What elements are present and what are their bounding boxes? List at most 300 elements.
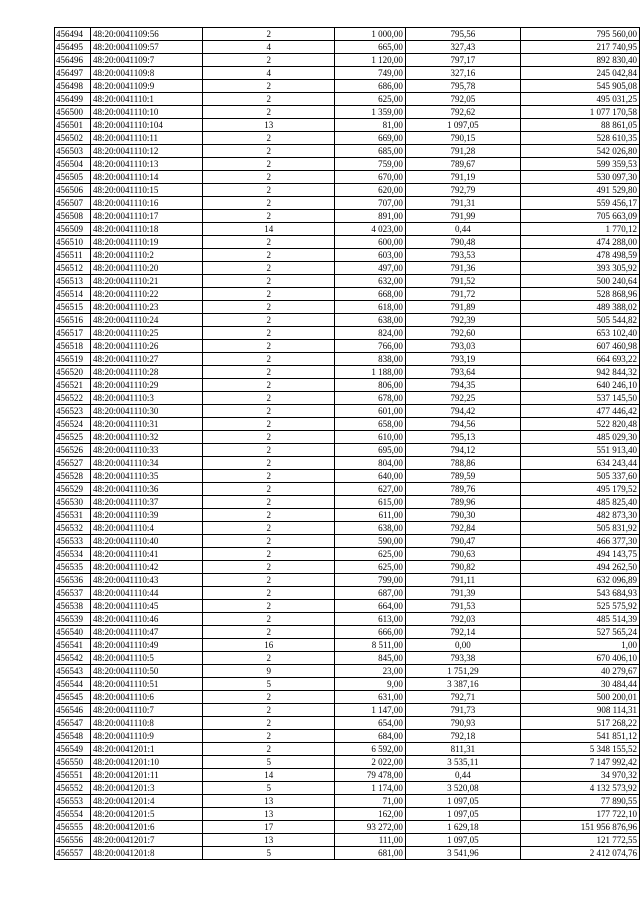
cadastral-number-cell: 48:20:0041110:12 [91,145,203,158]
category-cell: 2 [202,626,334,639]
cadastral-value-cell: 30 484,44 [520,678,639,691]
row-number-cell: 456524 [55,418,91,431]
table-row [55,613,640,626]
row-number-cell: 456504 [55,158,91,171]
area-cell: 666,00 [335,626,405,639]
table-row [55,366,640,379]
table-row [55,444,640,457]
cadastral-value-cell: 525 575,92 [520,600,639,613]
area-cell: 1 120,00 [335,54,405,67]
category-cell: 14 [202,223,334,236]
area-cell: 749,00 [335,67,405,80]
table-row [55,457,640,470]
unit-value-cell: 789,59 [405,470,520,483]
cadastral-value-cell: 500 200,01 [520,691,639,704]
cadastral-number-cell: 48:20:0041110:40 [91,535,203,548]
cadastral-value-cell: 477 446,42 [520,405,639,418]
unit-value-cell: 794,12 [405,444,520,457]
area-cell: 678,00 [335,392,405,405]
area-cell: 665,00 [335,41,405,54]
category-cell: 2 [202,483,334,496]
cadastral-number-cell: 48:20:0041110:19 [91,236,203,249]
area-cell: 625,00 [335,561,405,574]
cadastral-number-cell: 48:20:0041110:50 [91,665,203,678]
row-number-cell: 456540 [55,626,91,639]
row-number-cell: 456536 [55,574,91,587]
cadastral-value-cell: 653 102,40 [520,327,639,340]
table-row [55,496,640,509]
cadastral-value-cell: 121 772,55 [520,834,639,847]
table-row [55,106,640,119]
cadastral-value-cell: 505 831,92 [520,522,639,535]
cadastral-value-cell: 505 544,82 [520,314,639,327]
cadastral-number-cell: 48:20:0041201:1 [91,743,203,756]
area-cell: 625,00 [335,548,405,561]
area-cell: 610,00 [335,431,405,444]
cadastral-number-cell: 48:20:0041201:3 [91,782,203,795]
cadastral-number-cell: 48:20:0041201:8 [91,847,203,860]
category-cell: 2 [202,457,334,470]
table-row [55,717,640,730]
row-number-cell: 456517 [55,327,91,340]
row-number-cell: 456496 [55,54,91,67]
cadastral-number-cell: 48:20:0041110:34 [91,457,203,470]
row-number-cell: 456557 [55,847,91,860]
row-number-cell: 456537 [55,587,91,600]
area-cell: 590,00 [335,535,405,548]
row-number-cell: 456514 [55,288,91,301]
area-cell: 93 272,00 [335,821,405,834]
row-number-cell: 456550 [55,756,91,769]
unit-value-cell: 791,53 [405,600,520,613]
category-cell: 2 [202,561,334,574]
category-cell: 2 [202,171,334,184]
unit-value-cell: 3 541,96 [405,847,520,860]
area-cell: 695,00 [335,444,405,457]
category-cell: 2 [202,132,334,145]
cadastral-value-cell: 1,00 [520,639,639,652]
table-row [55,665,640,678]
cadastral-value-cell: 528 610,35 [520,132,639,145]
row-number-cell: 456543 [55,665,91,678]
category-cell: 2 [202,249,334,262]
unit-value-cell: 792,03 [405,613,520,626]
cadastral-number-cell: 48:20:0041109:56 [91,28,203,41]
row-number-cell: 456494 [55,28,91,41]
unit-value-cell: 792,39 [405,314,520,327]
category-cell: 2 [202,54,334,67]
row-number-cell: 456515 [55,301,91,314]
area-cell: 601,00 [335,405,405,418]
cadastral-number-cell: 48:20:0041110:2 [91,249,203,262]
table-row [55,327,640,340]
area-cell: 669,00 [335,132,405,145]
row-number-cell: 456508 [55,210,91,223]
category-cell: 2 [202,392,334,405]
table-row [55,262,640,275]
cadastral-value-cell: 494 262,50 [520,561,639,574]
cadastral-value-cell: 494 143,75 [520,548,639,561]
row-number-cell: 456525 [55,431,91,444]
unit-value-cell: 791,11 [405,574,520,587]
area-cell: 600,00 [335,236,405,249]
cadastral-number-cell: 48:20:0041110:37 [91,496,203,509]
table-row [55,821,640,834]
area-cell: 668,00 [335,288,405,301]
cadastral-number-cell: 48:20:0041110:22 [91,288,203,301]
area-cell: 824,00 [335,327,405,340]
cadastral-number-cell: 48:20:0041110:9 [91,730,203,743]
category-cell: 2 [202,184,334,197]
cadastral-number-cell: 48:20:0041109:9 [91,80,203,93]
category-cell: 2 [202,431,334,444]
cadastral-value-cell: 634 243,44 [520,457,639,470]
unit-value-cell: 327,16 [405,67,520,80]
area-cell: 603,00 [335,249,405,262]
table-row [55,795,640,808]
unit-value-cell: 3 520,08 [405,782,520,795]
row-number-cell: 456527 [55,457,91,470]
unit-value-cell: 791,89 [405,301,520,314]
category-cell: 2 [202,405,334,418]
unit-value-cell: 792,25 [405,392,520,405]
cadastral-number-cell: 48:20:0041109:8 [91,67,203,80]
unit-value-cell: 794,42 [405,405,520,418]
cadastral-number-cell: 48:20:0041110:6 [91,691,203,704]
row-number-cell: 456546 [55,704,91,717]
area-cell: 638,00 [335,314,405,327]
area-cell: 707,00 [335,197,405,210]
cadastral-number-cell: 48:20:0041110:31 [91,418,203,431]
cadastral-value-cell: 545 905,08 [520,80,639,93]
category-cell: 2 [202,418,334,431]
cadastral-value-cell: 705 663,09 [520,210,639,223]
category-cell: 4 [202,67,334,80]
unit-value-cell: 791,73 [405,704,520,717]
cadastral-number-cell: 48:20:0041201:11 [91,769,203,782]
cadastral-value-cell: 491 529,80 [520,184,639,197]
cadastral-value-cell: 5 348 155,52 [520,743,639,756]
row-number-cell: 456526 [55,444,91,457]
category-cell: 2 [202,730,334,743]
unit-value-cell: 795,13 [405,431,520,444]
cadastral-number-cell: 48:20:0041110:5 [91,652,203,665]
cadastral-number-cell: 48:20:0041110:43 [91,574,203,587]
category-cell: 2 [202,80,334,93]
unit-value-cell: 790,47 [405,535,520,548]
area-cell: 664,00 [335,600,405,613]
category-cell: 13 [202,808,334,821]
table-row [55,210,640,223]
area-cell: 497,00 [335,262,405,275]
row-number-cell: 456523 [55,405,91,418]
area-cell: 640,00 [335,470,405,483]
cadastral-value-cell: 7 147 992,42 [520,756,639,769]
unit-value-cell: 789,76 [405,483,520,496]
cadastral-value-cell: 500 240,64 [520,275,639,288]
area-cell: 79 478,00 [335,769,405,782]
area-cell: 23,00 [335,665,405,678]
cadastral-value-cell: 217 740,95 [520,41,639,54]
cadastral-number-cell: 48:20:0041201:4 [91,795,203,808]
category-cell: 5 [202,782,334,795]
row-number-cell: 456555 [55,821,91,834]
cadastral-value-cell: 177 722,10 [520,808,639,821]
area-cell: 631,00 [335,691,405,704]
cadastral-value-cell: 543 684,93 [520,587,639,600]
category-cell: 5 [202,847,334,860]
row-number-cell: 456509 [55,223,91,236]
category-cell: 2 [202,262,334,275]
area-cell: 71,00 [335,795,405,808]
cadastral-number-cell: 48:20:0041110:49 [91,639,203,652]
category-cell: 2 [202,717,334,730]
category-cell: 2 [202,548,334,561]
table-row [55,431,640,444]
area-cell: 1 147,00 [335,704,405,717]
area-cell: 618,00 [335,301,405,314]
unit-value-cell: 791,36 [405,262,520,275]
table-row [55,28,640,41]
table-row [55,340,640,353]
table-row [55,782,640,795]
row-number-cell: 456531 [55,509,91,522]
cadastral-number-cell: 48:20:0041110:28 [91,366,203,379]
cadastral-value-cell: 2 412 074,76 [520,847,639,860]
unit-value-cell: 794,35 [405,379,520,392]
cadastral-number-cell: 48:20:0041110:4 [91,522,203,535]
row-number-cell: 456520 [55,366,91,379]
table-row [55,509,640,522]
table-row [55,54,640,67]
cadastral-value-cell: 541 851,12 [520,730,639,743]
cadastral-number-cell: 48:20:0041110:30 [91,405,203,418]
cadastral-value-cell: 528 868,96 [520,288,639,301]
cadastral-value-cell: 393 305,92 [520,262,639,275]
category-cell: 9 [202,665,334,678]
area-cell: 687,00 [335,587,405,600]
area-cell: 1 000,00 [335,28,405,41]
category-cell: 2 [202,236,334,249]
cadastral-value-cell: 77 890,55 [520,795,639,808]
row-number-cell: 456495 [55,41,91,54]
category-cell: 2 [202,704,334,717]
area-cell: 686,00 [335,80,405,93]
unit-value-cell: 792,62 [405,106,520,119]
cadastral-value-cell: 664 693,22 [520,353,639,366]
cadastral-number-cell: 48:20:0041110:15 [91,184,203,197]
cadastral-value-cell: 530 097,30 [520,171,639,184]
area-cell: 613,00 [335,613,405,626]
category-cell: 2 [202,327,334,340]
unit-value-cell: 788,86 [405,457,520,470]
row-number-cell: 456535 [55,561,91,574]
row-number-cell: 456502 [55,132,91,145]
row-number-cell: 456556 [55,834,91,847]
table-row [55,41,640,54]
table-row [55,522,640,535]
category-cell: 2 [202,509,334,522]
row-number-cell: 456511 [55,249,91,262]
row-number-cell: 456551 [55,769,91,782]
row-number-cell: 456501 [55,119,91,132]
unit-value-cell: 1 097,05 [405,119,520,132]
table-row [55,561,640,574]
cadastral-value-cell: 466 377,30 [520,535,639,548]
unit-value-cell: 791,52 [405,275,520,288]
table-row [55,691,640,704]
table-row [55,158,640,171]
unit-value-cell: 794,56 [405,418,520,431]
unit-value-cell: 1 629,18 [405,821,520,834]
cadastral-number-cell: 48:20:0041110:47 [91,626,203,639]
category-cell: 2 [202,197,334,210]
cadastral-value-cell: 1 770,12 [520,223,639,236]
cadastral-value-cell: 4 132 573,92 [520,782,639,795]
cadastral-number-cell: 48:20:0041110:35 [91,470,203,483]
unit-value-cell: 791,72 [405,288,520,301]
cadastral-number-cell: 48:20:0041110:45 [91,600,203,613]
area-cell: 670,00 [335,171,405,184]
row-number-cell: 456505 [55,171,91,184]
table-row [55,145,640,158]
unit-value-cell: 790,93 [405,717,520,730]
area-cell: 2 022,00 [335,756,405,769]
table-row [55,223,640,236]
category-cell: 5 [202,678,334,691]
cadastral-number-cell: 48:20:0041110:3 [91,392,203,405]
unit-value-cell: 793,64 [405,366,520,379]
unit-value-cell: 1 097,05 [405,808,520,821]
table-row [55,756,640,769]
unit-value-cell: 792,18 [405,730,520,743]
area-cell: 654,00 [335,717,405,730]
table-row [55,730,640,743]
unit-value-cell: 791,31 [405,197,520,210]
cadastral-value-cell: 599 359,53 [520,158,639,171]
cadastral-value-cell: 478 498,59 [520,249,639,262]
area-cell: 632,00 [335,275,405,288]
cadastral-value-cell: 88 861,05 [520,119,639,132]
cadastral-value-cell: 489 388,02 [520,301,639,314]
unit-value-cell: 790,30 [405,509,520,522]
table-row [55,769,640,782]
unit-value-cell: 327,43 [405,41,520,54]
cadastral-value-cell: 942 844,32 [520,366,639,379]
area-cell: 684,00 [335,730,405,743]
row-number-cell: 456554 [55,808,91,821]
category-cell: 2 [202,353,334,366]
cadastral-value-cell: 482 873,30 [520,509,639,522]
table-row [55,236,640,249]
table-row [55,600,640,613]
area-cell: 891,00 [335,210,405,223]
row-number-cell: 456499 [55,93,91,106]
category-cell: 2 [202,301,334,314]
table-row [55,418,640,431]
category-cell: 13 [202,119,334,132]
area-cell: 9,00 [335,678,405,691]
unit-value-cell: 793,19 [405,353,520,366]
cadastral-value-cell: 245 042,84 [520,67,639,80]
cadastral-number-cell: 48:20:0041110:20 [91,262,203,275]
area-cell: 625,00 [335,93,405,106]
category-cell: 2 [202,340,334,353]
cadastral-value-cell: 640 246,10 [520,379,639,392]
cadastral-value-cell: 632 096,89 [520,574,639,587]
row-number-cell: 456534 [55,548,91,561]
table-row [55,67,640,80]
cadastral-number-cell: 48:20:0041110:7 [91,704,203,717]
cadastral-number-cell: 48:20:0041110:8 [91,717,203,730]
cadastral-value-cell: 485 825,40 [520,496,639,509]
cadastral-number-cell: 48:20:0041110:41 [91,548,203,561]
row-number-cell: 456539 [55,613,91,626]
cadastral-value-cell: 795 560,00 [520,28,639,41]
cadastral-number-cell: 48:20:0041110:36 [91,483,203,496]
area-cell: 162,00 [335,808,405,821]
cadastral-number-cell: 48:20:0041110:14 [91,171,203,184]
unit-value-cell: 792,05 [405,93,520,106]
cadastral-number-cell: 48:20:0041201:7 [91,834,203,847]
cadastral-value-cell: 495 031,25 [520,93,639,106]
category-cell: 2 [202,652,334,665]
table-row [55,288,640,301]
area-cell: 4 023,00 [335,223,405,236]
row-number-cell: 456510 [55,236,91,249]
unit-value-cell: 3 387,16 [405,678,520,691]
row-number-cell: 456541 [55,639,91,652]
cadastral-number-cell: 48:20:0041110:44 [91,587,203,600]
table-row [55,678,640,691]
cadastral-number-cell: 48:20:0041110:51 [91,678,203,691]
row-number-cell: 456519 [55,353,91,366]
cadastral-value-cell: 495 179,52 [520,483,639,496]
category-cell: 2 [202,743,334,756]
unit-value-cell: 792,79 [405,184,520,197]
cadastral-number-cell: 48:20:0041109:57 [91,41,203,54]
table-row [55,379,640,392]
category-cell: 14 [202,769,334,782]
table-row [55,470,640,483]
table-row [55,119,640,132]
cadastral-number-cell: 48:20:0041110:17 [91,210,203,223]
cadastral-number-cell: 48:20:0041109:7 [91,54,203,67]
area-cell: 8 511,00 [335,639,405,652]
row-number-cell: 456530 [55,496,91,509]
category-cell: 16 [202,639,334,652]
row-number-cell: 456503 [55,145,91,158]
unit-value-cell: 0,44 [405,769,520,782]
unit-value-cell: 795,78 [405,80,520,93]
row-number-cell: 456513 [55,275,91,288]
cadastral-number-cell: 48:20:0041110:21 [91,275,203,288]
unit-value-cell: 1 097,05 [405,834,520,847]
row-number-cell: 456544 [55,678,91,691]
unit-value-cell: 790,82 [405,561,520,574]
category-cell: 2 [202,275,334,288]
area-cell: 766,00 [335,340,405,353]
row-number-cell: 456548 [55,730,91,743]
area-cell: 845,00 [335,652,405,665]
cadastral-number-cell: 48:20:0041110:104 [91,119,203,132]
cadastral-number-cell: 48:20:0041110:13 [91,158,203,171]
table-row [55,587,640,600]
cadastral-number-cell: 48:20:0041110:26 [91,340,203,353]
row-number-cell: 456547 [55,717,91,730]
cadastral-number-cell: 48:20:0041110:39 [91,509,203,522]
area-cell: 806,00 [335,379,405,392]
